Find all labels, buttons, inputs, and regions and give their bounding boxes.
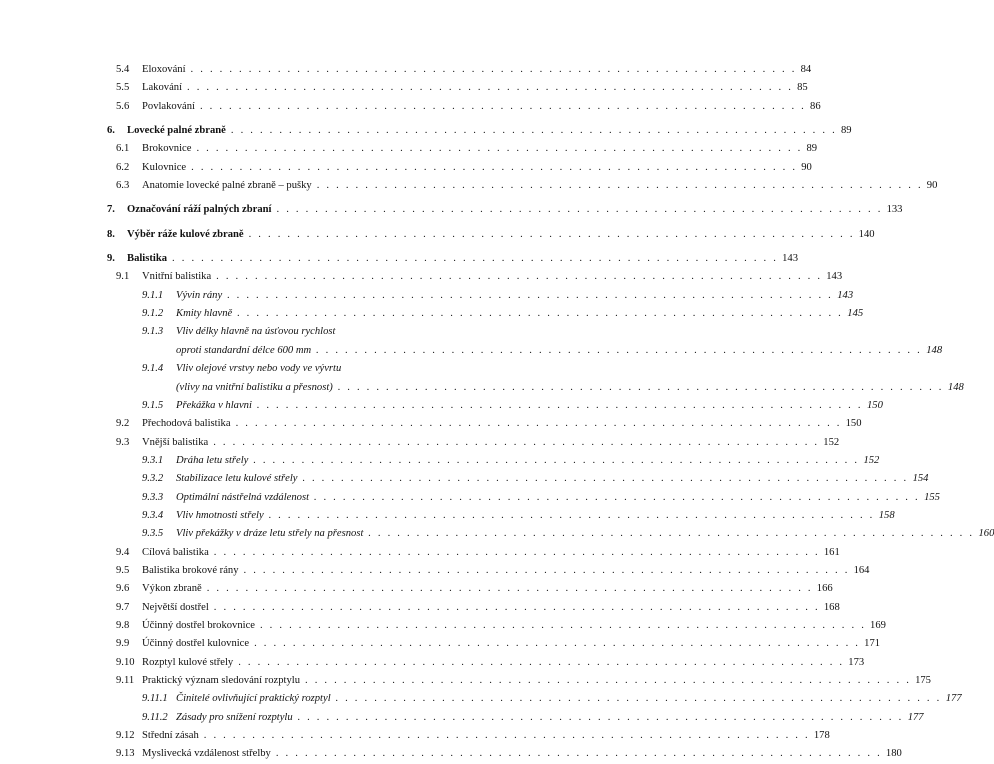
toc-entry-page: 173 xyxy=(848,656,865,668)
toc-entry-number: 9.2 xyxy=(116,418,130,430)
toc-entry[interactable] xyxy=(0,61,812,79)
toc-entry-number: 9.11.2 xyxy=(142,711,168,723)
toc-entry-number: 9.3 xyxy=(116,436,130,448)
toc-entry-title: Účinný dostřel brokovnice xyxy=(142,619,255,631)
table-of-contents xyxy=(0,61,994,764)
toc-entry-number: 9.1.2 xyxy=(142,308,164,320)
toc-entry-title: Anatomie lovecké palné zbraně – pušky xyxy=(142,180,312,192)
toc-entry-number: 9.3.2 xyxy=(142,473,164,485)
dot-leader: . . . . . . . . . . . . . . . . . . . . . . . . . . . . . . . . . . . . . . . . . . . . . . . . . . . . . . . . . . . . . . . xyxy=(254,638,861,650)
toc-entry-number: 9.1.3 xyxy=(142,326,164,338)
toc-entry-page: 145 xyxy=(847,308,864,320)
toc-entry-number: 9.11 xyxy=(116,675,135,686)
toc-entry-title: Vývin rány xyxy=(176,289,223,301)
toc-entry-page: 150 xyxy=(845,418,862,430)
toc-entry[interactable] xyxy=(0,470,929,488)
toc-entry-title: Lakování xyxy=(142,82,183,94)
toc-entry-number: 5.4 xyxy=(116,64,130,75)
dot-leader: . . . . . . . . . . . . . . . . . . . . . . . . . . . . . . . . . . . . . . . . . . . . . . . . . . . . . . . . . . . . . . . xyxy=(253,454,860,466)
toc-entry-page: 143 xyxy=(826,271,843,283)
toc-entry-number: 6.3 xyxy=(116,180,130,192)
dot-leader: . . . . . . . . . . . . . . . . . . . . . . . . . . . . . . . . . . . . . . . . . . . . . . . . . . . . . . . . . . . . . . . xyxy=(187,82,794,94)
toc-entry[interactable] xyxy=(0,580,833,598)
toc-entry[interactable] xyxy=(0,287,854,305)
toc-entry[interactable] xyxy=(0,79,808,97)
dot-leader: . . . . . . . . . . . . . . . . . . . . . . . . . . . . . . . . . . . . . . . . . . . . . . . . . . . . . . . . . . . . . . . xyxy=(237,308,844,320)
toc-entry[interactable] xyxy=(0,159,812,177)
toc-entry-number: 9.8 xyxy=(116,619,130,631)
toc-entry-title: Praktický význam sledování rozptylu xyxy=(142,675,300,686)
toc-entry-page: 168 xyxy=(823,601,840,613)
toc-entry-number: 9.13 xyxy=(116,748,135,760)
toc-entry-number: 9.3.3 xyxy=(142,491,164,503)
dot-leader: . . . . . . . . . . . . . . . . . . . . . . . . . . . . . . . . . . . . . . . . . . . . . . . . . . . . . . . . . . . . . . . xyxy=(305,675,912,686)
toc-entry-page: 152 xyxy=(863,454,880,466)
toc-entry-page: 164 xyxy=(853,564,870,576)
toc-entry-title: Největší dostřel xyxy=(142,601,209,613)
toc-entry-title-line2: oproti standardní délce 600 mm xyxy=(176,344,312,356)
toc-entry[interactable] xyxy=(0,599,840,617)
toc-entry[interactable] xyxy=(0,268,843,286)
dot-leader: . . . . . . . . . . . . . . . . . . . . . . . . . . . . . . . . . . . . . . . . . . . . . . . . . . . . . . . . . . . . . . . xyxy=(316,344,923,356)
toc-entry[interactable] xyxy=(0,544,840,562)
toc-entry-page: 177 xyxy=(945,693,962,705)
toc-entry-page: 158 xyxy=(878,509,895,521)
toc-entry-title: Vliv hmotnosti střely xyxy=(176,509,264,521)
dot-leader: . . . . . . . . . . . . . . . . . . . . . . . . . . . . . . . . . . . . . . . . . . . . . . . . . . . . . . . . . . . . . . . xyxy=(235,418,842,430)
toc-entry-number: 9.1.1 xyxy=(142,289,164,301)
dot-leader: . . . . . . . . . . . . . . . . . . . . . . . . . . . . . . . . . . . . . . . . . . . . . . . . . . . . . . . . . . . . . . . xyxy=(191,161,798,173)
toc-entry-page: 161 xyxy=(823,546,840,558)
dot-leader: . . . . . . . . . . . . . . . . . . . . . . . . . . . . . . . . . . . . . . . . . . . . . . . . . . . . . . . . . . . . . . . xyxy=(230,125,837,137)
dot-leader: . . . . . . . . . . . . . . . . . . . . . . . . . . . . . . . . . . . . . . . . . . . . . . . . . . . . . . . . . . . . . . . xyxy=(190,64,797,75)
toc-entry-page: 90 xyxy=(926,180,938,192)
toc-entry-number: 6.1 xyxy=(116,143,130,155)
toc-entry-title: Cílová balistika xyxy=(142,546,209,558)
dot-leader: . . . . . . . . . . . . . . . . . . . . . . . . . . . . . . . . . . . . . . . . . . . . . . . . . . . . . . . . . . . . . . . xyxy=(337,381,944,393)
toc-entry[interactable] xyxy=(0,507,895,525)
toc-entry-number: 9.11.1 xyxy=(142,693,168,705)
toc-entry[interactable] xyxy=(0,98,821,116)
toc-entry-number: 9.10 xyxy=(116,656,135,668)
toc-entry-title: Myslivecká vzdálenost střelby xyxy=(142,748,271,760)
toc-entry-number: 6. xyxy=(107,125,115,137)
toc-entry-number: 9.3.4 xyxy=(142,509,164,521)
toc-entry-title: Brokovnice xyxy=(142,143,192,155)
toc-entry[interactable] xyxy=(0,415,862,433)
toc-entry-page: 148 xyxy=(947,381,964,393)
toc-chapter[interactable] xyxy=(0,250,798,268)
toc-entry-title: Rozptyl kulové střely xyxy=(142,656,234,668)
toc-entry[interactable] xyxy=(0,562,870,580)
dot-leader: . . . . . . . . . . . . . . . . . . . . . . . . . . . . . . . . . . . . . . . . . . . . . . . . . . . . . . . . . . . . . . . xyxy=(259,619,867,631)
toc-entry-number: 9.3.1 xyxy=(142,454,164,466)
dot-leader: . . . . . . . . . . . . . . . . . . . . . . . . . . . . . . . . . . . . . . . . . . . . . . . . . . . . . . . . . . . . . . . xyxy=(268,509,875,521)
toc-entry-title: Zásady pro snížení rozptylu xyxy=(176,711,293,723)
toc-entry[interactable] xyxy=(0,140,818,158)
dot-leader: . . . . . . . . . . . . . . . . . . . . . . . . . . . . . . . . . . . . . . . . . . . . . . . . . . . . . . . . . . . . . . . xyxy=(199,100,807,112)
toc-entry-page: 133 xyxy=(886,204,903,216)
toc-entry-title: Optimální nástřelná vzdálenost xyxy=(176,491,310,503)
toc-entry-number: 9.1 xyxy=(116,271,130,283)
dot-leader: . . . . . . . . . . . . . . . . . . . . . . . . . . . . . . . . . . . . . . . . . . . . . . . . . . . . . . . . . . . . . . . xyxy=(275,748,882,760)
toc-entry[interactable] xyxy=(0,434,840,452)
dot-leader: . . . . . . . . . . . . . . . . . . . . . . . . . . . . . . . . . . . . . . . . . . . . . . . . . . . . . . . . . . . . . . . xyxy=(213,601,820,613)
toc-entry-page: 169 xyxy=(870,619,886,631)
toc-entry[interactable] xyxy=(0,452,880,470)
toc-entry[interactable] xyxy=(0,709,924,727)
toc-entry[interactable] xyxy=(0,654,865,672)
toc-entry-page: 143 xyxy=(782,253,798,265)
toc-entry[interactable] xyxy=(0,617,886,635)
dot-leader: . . . . . . . . . . . . . . . . . . . . . . . . . . . . . . . . . . . . . . . . . . . . . . . . . . . . . . . . . . . . . . . xyxy=(314,491,921,503)
toc-chapter[interactable] xyxy=(0,201,903,219)
toc-entry-title-line2: (vlivy na vnitřní balistiku a přesnost) xyxy=(176,381,333,393)
toc-entry[interactable] xyxy=(0,323,399,341)
toc-entry-number: 5.6 xyxy=(116,100,130,112)
toc-entry-title: Vnější balistika xyxy=(142,436,209,448)
dot-leader: . . . . . . . . . . . . . . . . . . . . . . . . . . . . . . . . . . . . . . . . . . . . . . . . . . . . . . . . . . . . . . . xyxy=(206,583,813,595)
toc-entry-page: 155 xyxy=(924,491,940,503)
toc-entry-title: Vliv překážky v dráze letu střely na přesnost xyxy=(176,528,364,540)
toc-entry-number: 9.4 xyxy=(116,546,130,558)
toc-entry-page: 89 xyxy=(806,143,818,155)
dot-leader: . . . . . . . . . . . . . . . . . . . . . . . . . . . . . . . . . . . . . . . . . . . . . . . . . . . . . . . . . . . . . . . xyxy=(227,289,834,301)
toc-entry-title: Balistika brokové rány xyxy=(142,564,239,576)
toc-entry-number: 9.1.5 xyxy=(142,399,164,411)
toc-entry-title: Označování ráží palných zbraní xyxy=(127,204,272,216)
toc-entry-continuation[interactable] xyxy=(0,342,943,360)
toc-entry-title: Přechodová balistika xyxy=(142,418,231,430)
toc-entry[interactable] xyxy=(0,745,902,763)
toc-chapter[interactable] xyxy=(0,122,852,140)
toc-chapter[interactable] xyxy=(0,226,875,244)
toc-entry-page: 148 xyxy=(926,344,943,356)
toc-entry-title: Činitelé ovlivňující praktický rozptyl xyxy=(176,693,331,705)
toc-entry-title: Vnitřní balistika xyxy=(142,271,212,283)
toc-entry-page: 84 xyxy=(800,64,812,75)
toc-entry[interactable] xyxy=(0,360,399,378)
toc-entry[interactable] xyxy=(0,525,994,543)
toc-entry-page: 89 xyxy=(840,125,852,137)
toc-entry[interactable] xyxy=(0,489,940,507)
toc-entry-number: 9.5 xyxy=(116,564,130,576)
toc-entry-page: 180 xyxy=(885,748,902,760)
toc-entry-page: 150 xyxy=(866,399,883,411)
toc-entry-number: 5.5 xyxy=(116,82,130,94)
toc-entry-title: Výběr ráže kulové zbraně xyxy=(127,228,244,240)
dot-leader: . . . . . . . . . . . . . . . . . . . . . . . . . . . . . . . . . . . . . . . . . . . . . . . . . . . . . . . . . . . . . . . xyxy=(216,271,823,283)
dot-leader: . . . . . . . . . . . . . . . . . . . . . . . . . . . . . . . . . . . . . . . . . . . . . . . . . . . . . . . . . . . . . . . xyxy=(213,436,820,448)
dot-leader: . . . . . . . . . . . . . . . . . . . . . . . . . . . . . . . . . . . . . . . . . . . . . . . . . . . . . . . . . . . . . . . xyxy=(196,143,803,155)
toc-entry-title: Vliv olejové vrstvy nebo vody ve vývrtu xyxy=(176,363,342,375)
dot-leader: . . . . . . . . . . . . . . . . . . . . . . . . . . . . . . . . . . . . . . . . . . . . . . . . . . . . . . . . . . . . . . . xyxy=(256,399,863,411)
toc-entry-title: Lovecké palné zbraně xyxy=(127,125,226,137)
toc-entry-title: Účinný dostřel kulovnice xyxy=(142,638,250,650)
toc-entry[interactable] xyxy=(0,177,938,195)
toc-entry-title: Výkon zbraně xyxy=(142,583,202,595)
toc-entry-number: 9.12 xyxy=(116,730,135,742)
dot-leader: . . . . . . . . . . . . . . . . . . . . . . . . . . . . . . . . . . . . . . . . . . . . . . . . . . . . . . . . . . . . . . . xyxy=(335,693,942,705)
toc-entry[interactable] xyxy=(0,397,883,415)
toc-entry-page: 160 xyxy=(978,528,994,540)
toc-entry-page: 178 xyxy=(813,730,830,742)
toc-entry-number: 8. xyxy=(107,228,115,240)
dot-leader: . . . . . . . . . . . . . . . . . . . . . . . . . . . . . . . . . . . . . . . . . . . . . . . . . . . . . . . . . . . . . . . xyxy=(213,546,820,558)
dot-leader: . . . . . . . . . . . . . . . . . . . . . . . . . . . . . . . . . . . . . . . . . . . . . . . . . . . . . . . . . . . . . . . xyxy=(203,730,810,742)
dot-leader: . . . . . . . . . . . . . . . . . . . . . . . . . . . . . . . . . . . . . . . . . . . . . . . . . . . . . . . . . . . . . . . xyxy=(276,204,883,216)
toc-entry-page: 85 xyxy=(797,82,808,94)
toc-entry-page: 166 xyxy=(816,583,833,595)
dot-leader: . . . . . . . . . . . . . . . . . . . . . . . . . . . . . . . . . . . . . . . . . . . . . . . . . . . . . . . . . . . . . . . xyxy=(316,180,923,192)
toc-entry-title: Eloxování xyxy=(142,64,186,75)
toc-entry-number: 9.3.5 xyxy=(142,528,164,540)
dot-leader: . . . . . . . . . . . . . . . . . . . . . . . . . . . . . . . . . . . . . . . . . . . . . . . . . . . . . . . . . . . . . . . xyxy=(243,564,850,576)
toc-entry-page: 152 xyxy=(823,436,840,448)
toc-entry-page: 154 xyxy=(912,473,929,485)
toc-entry-page: 140 xyxy=(858,228,875,240)
toc-entry[interactable] xyxy=(0,672,931,690)
toc-entry-title: Balistika xyxy=(127,253,168,265)
toc-entry[interactable] xyxy=(0,635,881,653)
dot-leader: . . . . . . . . . . . . . . . . . . . . . . . . . . . . . . . . . . . . . . . . . . . . . . . . . . . . . . . . . . . . . . . xyxy=(248,228,855,240)
toc-entry-number: 9.1.4 xyxy=(142,363,164,375)
dot-leader: . . . . . . . . . . . . . . . . . . . . . . . . . . . . . . . . . . . . . . . . . . . . . . . . . . . . . . . . . . . . . . . xyxy=(302,473,909,485)
toc-entry-title: Kulovnice xyxy=(142,161,187,173)
toc-entry-title: Střední zásah xyxy=(142,730,199,742)
toc-entry-page: 175 xyxy=(915,675,931,686)
toc-entry-title: Překážka v hlavni xyxy=(176,399,252,411)
toc-entry-page: 143 xyxy=(837,289,854,301)
dot-leader: . . . . . . . . . . . . . . . . . . . . . . . . . . . . . . . . . . . . . . . . . . . . . . . . . . . . . . . . . . . . . . . xyxy=(172,253,779,265)
toc-entry-title: Dráha letu střely xyxy=(176,454,249,466)
toc-entry[interactable] xyxy=(0,690,962,708)
toc-entry-title: Vliv délky hlavně na úsťovou rychlost xyxy=(176,326,336,338)
toc-entry-title: Stabilizace letu kulové střely xyxy=(176,473,298,485)
dot-leader: . . . . . . . . . . . . . . . . . . . . . . . . . . . . . . . . . . . . . . . . . . . . . . . . . . . . . . . . . . . . . . . xyxy=(238,656,845,668)
toc-entry[interactable] xyxy=(0,727,830,745)
toc-entry-number: 9.6 xyxy=(116,583,130,595)
toc-entry-page: 177 xyxy=(907,711,924,723)
toc-entry-number: 6.2 xyxy=(116,161,130,173)
toc-entry-number: 7. xyxy=(107,204,115,216)
toc-entry-page: 86 xyxy=(810,100,821,112)
toc-entry-page: 90 xyxy=(801,161,812,173)
toc-entry-continuation[interactable] xyxy=(0,379,964,397)
toc-entry-title: Kmity hlavně xyxy=(176,308,233,320)
toc-entry[interactable] xyxy=(0,305,864,323)
dot-leader: . . . . . . . . . . . . . . . . . . . . . . . . . . . . . . . . . . . . . . . . . . . . . . . . . . . . . . . . . . . . . . . xyxy=(368,528,975,540)
toc-entry-title: Povlakování xyxy=(142,100,195,112)
toc-entry-number: 9. xyxy=(107,253,115,265)
toc-entry-page: 171 xyxy=(864,638,881,650)
toc-entry-number: 9.7 xyxy=(116,601,130,613)
dot-leader: . . . . . . . . . . . . . . . . . . . . . . . . . . . . . . . . . . . . . . . . . . . . . . . . . . . . . . . . . . . . . . . xyxy=(297,711,904,723)
toc-entry-number: 9.9 xyxy=(116,638,130,650)
